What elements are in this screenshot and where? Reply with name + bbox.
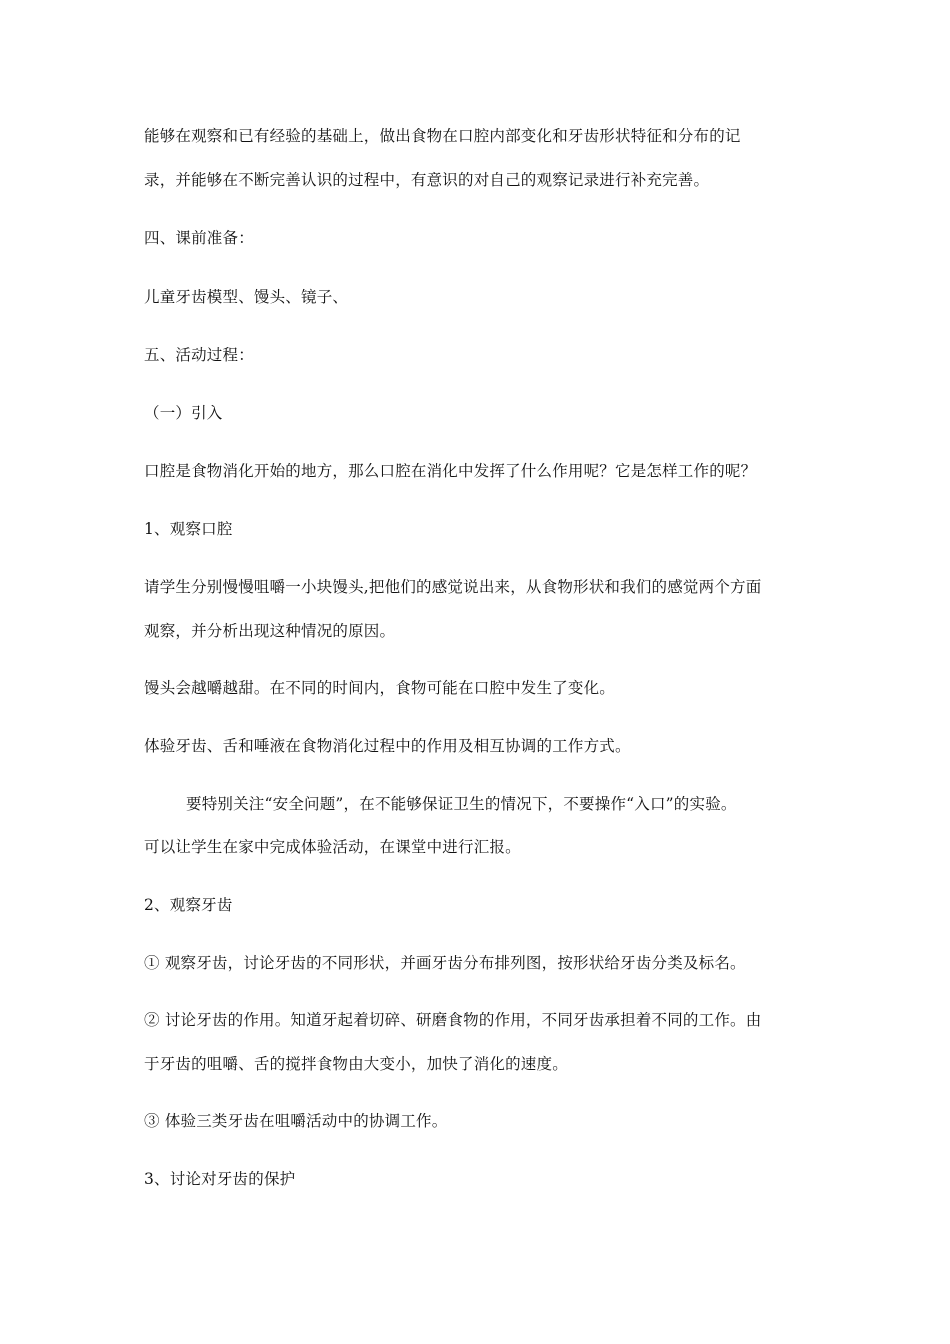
paragraph-line: 请学生分别慢慢咀嚼一小块馒头,把他们的感觉说出来，从食物形状和我们的感觉两个方面 (144, 578, 762, 596)
item-heading: 2、观察牙齿 (144, 896, 233, 914)
paragraph-line: 儿童牙齿模型、馒头、镜子、 (144, 288, 349, 306)
item-heading: 3、讨论对牙齿的保护 (144, 1170, 296, 1188)
paragraph-line: 要特别关注“安全问题”，在不能够保证卫生的情况下，不要操作“入口”的实验。 (186, 795, 737, 813)
section-heading: 五、活动过程： (144, 346, 254, 364)
section-heading: 四、课前准备： (144, 229, 254, 247)
list-item: ③ 体验三类牙齿在咀嚼活动中的协调工作。 (144, 1112, 448, 1130)
item-heading: 1、观察口腔 (144, 520, 233, 538)
paragraph-line: 录，并能够在不断完善认识的过程中，有意识的对自己的观察记录进行补充完善。 (144, 171, 710, 189)
subsection-heading: （一）引入 (144, 404, 223, 422)
list-item: ① 观察牙齿，讨论牙齿的不同形状，并画牙齿分布排列图，按形状给牙齿分类及标名。 (144, 954, 746, 972)
paragraph-line: 体验牙齿、舌和唾液在食物消化过程中的作用及相互协调的工作方式。 (144, 737, 631, 755)
paragraph-line: 馒头会越嚼越甜。在不同的时间内，食物可能在口腔中发生了变化。 (144, 679, 616, 697)
list-item: ② 讨论牙齿的作用。知道牙起着切碎、研磨食物的作用，不同牙齿承担着不同的工作。由 (144, 1011, 762, 1029)
paragraph-line: 可以让学生在家中完成体验活动，在课堂中进行汇报。 (144, 838, 521, 856)
paragraph-line: 口腔是食物消化开始的地方，那么口腔在消化中发挥了什么作用呢？它是怎样工作的呢？ (144, 462, 757, 480)
paragraph-line: 观察，并分析出现这种情况的原因。 (144, 622, 396, 640)
paragraph-line: 能够在观察和已有经验的基础上，做出食物在口腔内部变化和牙齿形状特征和分布的记 (144, 127, 741, 145)
list-item: 于牙齿的咀嚼、舌的搅拌食物由大变小，加快了消化的速度。 (144, 1055, 568, 1073)
